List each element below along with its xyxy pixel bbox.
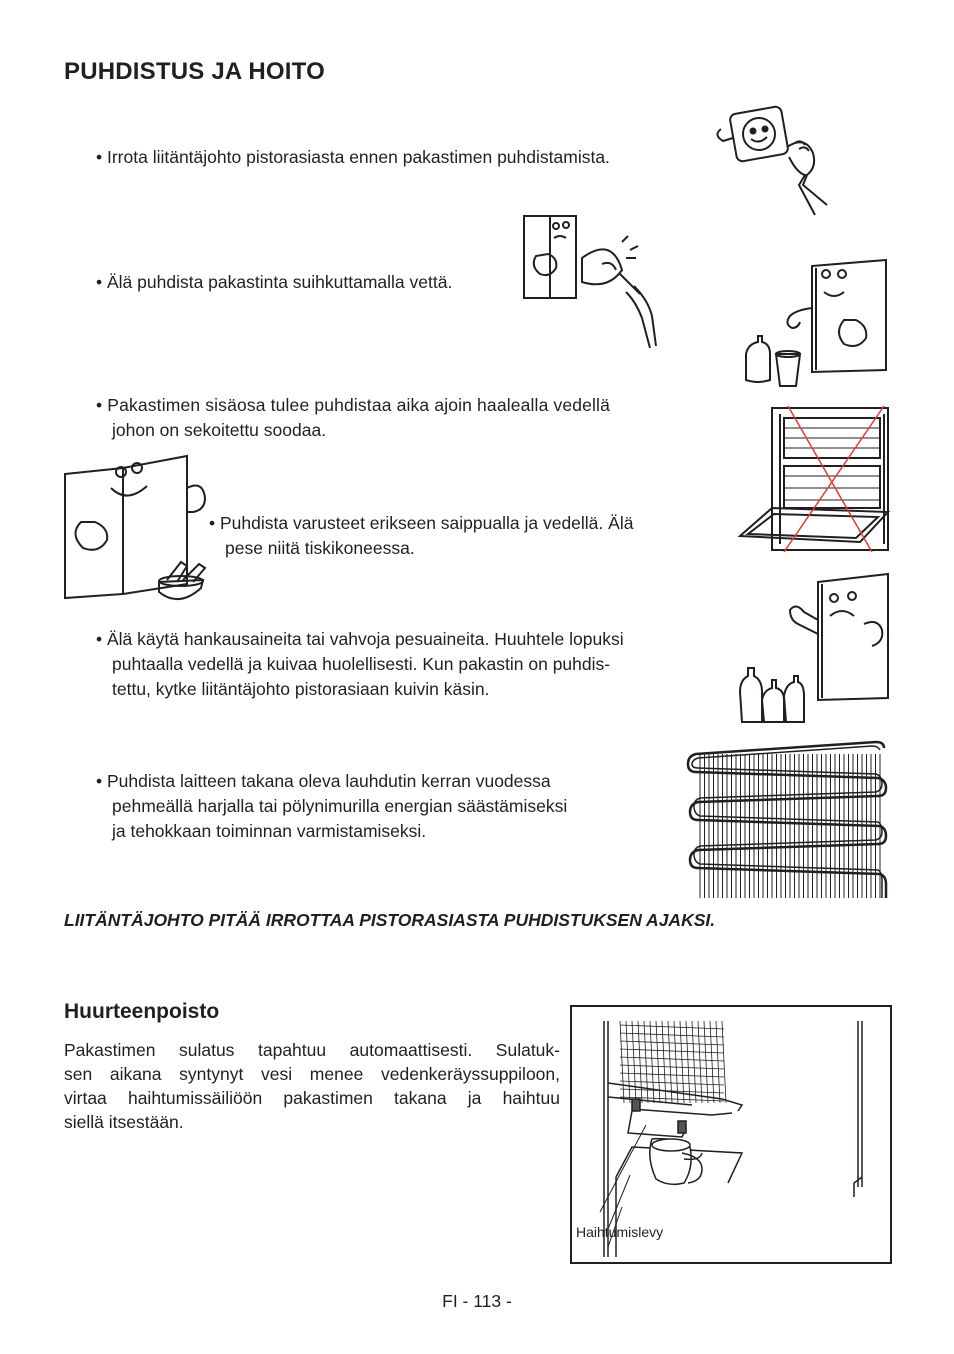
freezer-worried-illustration (734, 572, 890, 732)
defrost-line: Pakastimen sulatus tapahtuu automaattisesti. Sulatuk- (64, 1040, 560, 1060)
bullet-accessories (209, 511, 633, 561)
defrost-line: siellä itsestään. (64, 1112, 184, 1132)
bullet-no-abrasive (96, 627, 624, 702)
bullet-line: • Pakastimen sisäosa tulee puhdistaa aika ajoin haalealla vedellä (96, 395, 610, 415)
bullet-unplug (96, 145, 610, 170)
defrost-line: virtaa haihtumissäiliöön pakastimen takana ja haihtuu (64, 1088, 560, 1108)
bullet-line: pehmeällä harjalla tai pölynimurilla energian säästämiseksi (112, 796, 568, 816)
bullet-line: puhtaalla vedellä ja kuivaa huolellisesti. Kun pakastin on puhdis- (112, 654, 611, 674)
bullet-no-water (96, 270, 452, 295)
evaporation-tray-label: Haihtumislevy (576, 1224, 664, 1240)
defrost-paragraph (64, 1038, 560, 1134)
defrost-line: sen aikana syntynyt vesi menee vedenkeräyssuppiloon, (64, 1064, 560, 1084)
defrost-heading: Huurteenpoisto (64, 1000, 220, 1023)
bullet-condenser (96, 769, 567, 844)
socket-unplug-illustration (715, 105, 830, 217)
bullet-line: johon on sekoitettu soodaa. (112, 420, 327, 440)
bullet-line: • Puhdista laitteen takana oleva lauhdutin kerran vuodessa (96, 771, 551, 791)
freezer-cleaning-illustration (740, 258, 890, 393)
bullet-line: • Älä puhdista pakastinta suihkuttamalla vettä. (96, 272, 453, 292)
page-number: FI - 113 - (442, 1291, 512, 1311)
condenser-illustration (684, 740, 888, 900)
bullet-line: • Irrota liitäntäjohto pistorasiasta ennen pakastimen puhdistamista. (96, 147, 610, 167)
bullet-interior (96, 393, 696, 443)
spray-forbidden-illustration (522, 212, 667, 352)
dishwasher-crossed-illustration (738, 404, 890, 556)
bullet-line: ja tehokkaan toiminnan varmistamiseksi. (112, 821, 427, 841)
bullet-line: pese niitä tiskikoneessa. (225, 538, 415, 558)
bullet-line: • Puhdista varusteet erikseen saippualla ja vedellä. Älä (209, 513, 634, 533)
freezer-open-illustration (63, 452, 213, 620)
page-title: PUHDISTUS JA HOITO (64, 58, 325, 85)
bullet-line: • Älä käytä hankausaineita tai vahvoja pesuaineita. Huuhtele lopuksi (96, 629, 624, 649)
bullet-line: tettu, kytke liitäntäjohto pistorasiaan kuivin käsin. (112, 679, 490, 699)
cleaning-warning: LIITÄNTÄJOHTO PITÄÄ IRROTTAA PISTORASIASTA PUHDISTUKSEN AJAKSI. (64, 910, 716, 930)
